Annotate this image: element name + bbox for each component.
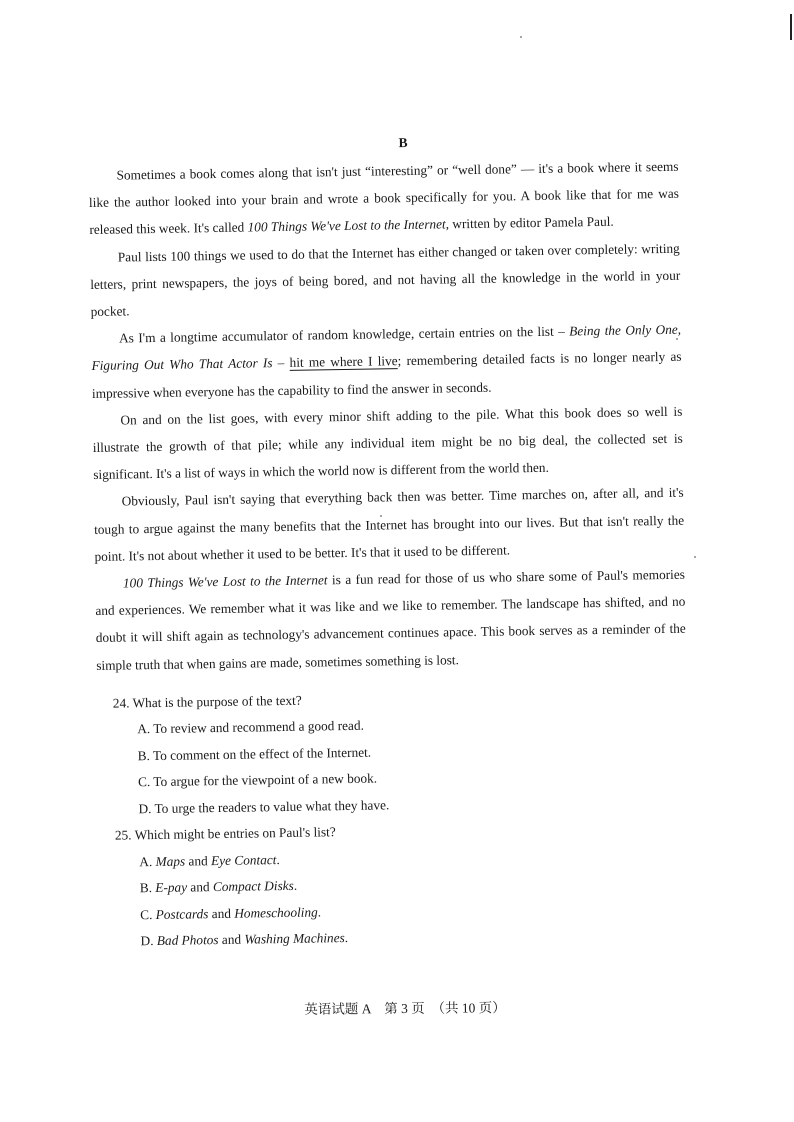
- option-item-2: Washing Machines: [244, 930, 345, 948]
- scan-speck: [694, 556, 696, 558]
- question-24-stem: 24. What is the purpose of the text?: [112, 692, 302, 711]
- option-item-1: Maps: [155, 853, 186, 869]
- option-and: and: [218, 932, 245, 948]
- option-item-2: Eye Contact: [210, 851, 277, 869]
- question-24-option-a: A. To review and recommend a good read.: [137, 718, 364, 737]
- option-item-2: Compact Disks: [212, 878, 294, 895]
- option-letter: B.: [139, 880, 156, 896]
- option-letter: A.: [139, 853, 156, 870]
- option-letter: D.: [140, 933, 157, 949]
- option-end: .: [344, 930, 349, 946]
- option-end: .: [317, 904, 322, 920]
- exam-page-content: [88, 131, 691, 956]
- scan-speck: [520, 36, 522, 38]
- question-24-option-d: D. To urge the readers to value what they have.: [138, 797, 390, 817]
- option-item-1: Postcards: [155, 906, 209, 922]
- passage-paragraph-1: [88, 153, 679, 244]
- book-title: 100 Things We've Lost to the Internet,: [247, 216, 450, 235]
- p3-italic-entries: Being the Only One, Figuring Out Who That Actor Is: [91, 321, 682, 374]
- option-letter: C.: [140, 906, 156, 923]
- option-item-1: E-pay: [155, 879, 188, 896]
- book-title-2: 100 Things We've Lost to the Internet: [122, 572, 328, 591]
- p1-text: Sometimes a book comes along that isn't just “interesting” or “well done” — it's a book where it seems like the author looked into your brain and wrote a book specifically for you. A book like that for me was released this week. It's called: [88, 158, 680, 238]
- option-item-2: Homeschooling: [234, 904, 318, 921]
- passage-paragraph-6: [95, 561, 687, 679]
- underlined-phrase: hit me where I live: [289, 353, 398, 371]
- scan-edge-mark: [790, 14, 792, 40]
- p1-end-text: written by editor Pamela Paul.: [448, 214, 614, 232]
- passage-paragraph-5: Obviously, Paul isn't saying that everything back then was better. Time marches on, after all, and it's tough to argue against the many benefits that the Internet has brought into our lives. But that isn't really the point. It's not about whether it used to be better. It's that it used to be different.: [93, 485, 685, 564]
- passage-paragraph-3: [91, 316, 682, 407]
- option-and: and: [186, 879, 214, 895]
- question-25-stem: 25. Which might be entries on Paul's list?: [114, 824, 336, 844]
- p3-end-text: ; remembering detailed facts is no longer nearly as impressive when everyone has the capability to find the answer in seconds.: [91, 349, 682, 401]
- question-24-option-c: C. To argue for the viewpoint of a new book.: [137, 770, 378, 790]
- option-and: and: [185, 853, 212, 869]
- p6-text: is a fun read for those of us who share some of Paul's memories and experiences. We remember what it was like and we like to remember. The landscape has shifted, and no doubt it will shift again as technology's advancement continues apace. This book serves as a reminder of the simple truth that when gains are made, sometimes something is lost.: [95, 566, 686, 673]
- reading-passage: [88, 153, 686, 679]
- section-label: B: [398, 134, 408, 151]
- page-footer: 英语试题 A 第 3 页 （共 10 页）: [304, 1000, 506, 1017]
- questions-block: [97, 682, 691, 956]
- option-end: .: [293, 878, 298, 894]
- p3-start-text: As I'm a longtime accumulator of random knowledge, certain entries on the list –: [119, 323, 570, 346]
- question-24-option-b: B. To comment on the effect of the Internet.: [137, 744, 372, 764]
- passage-paragraph-4: On and on the list goes, with every minor shift adding to the pile. What this book does so well is illustrate the growth of that pile; while any individual item might be no big deal, the collected set is significant. It's a list of ways in which the world now is different from the world then.: [92, 403, 683, 483]
- passage-paragraph-2: Paul lists 100 things we used to do that the Internet has either changed or taken over completely: writing letters, print newspapers, the joys of being bored, and not having all the knowledge in the world in your pocket.: [90, 240, 681, 319]
- option-and: and: [208, 905, 235, 922]
- p3-dash: –: [272, 355, 290, 371]
- option-end: .: [276, 851, 280, 867]
- option-item-1: Bad Photos: [156, 932, 219, 949]
